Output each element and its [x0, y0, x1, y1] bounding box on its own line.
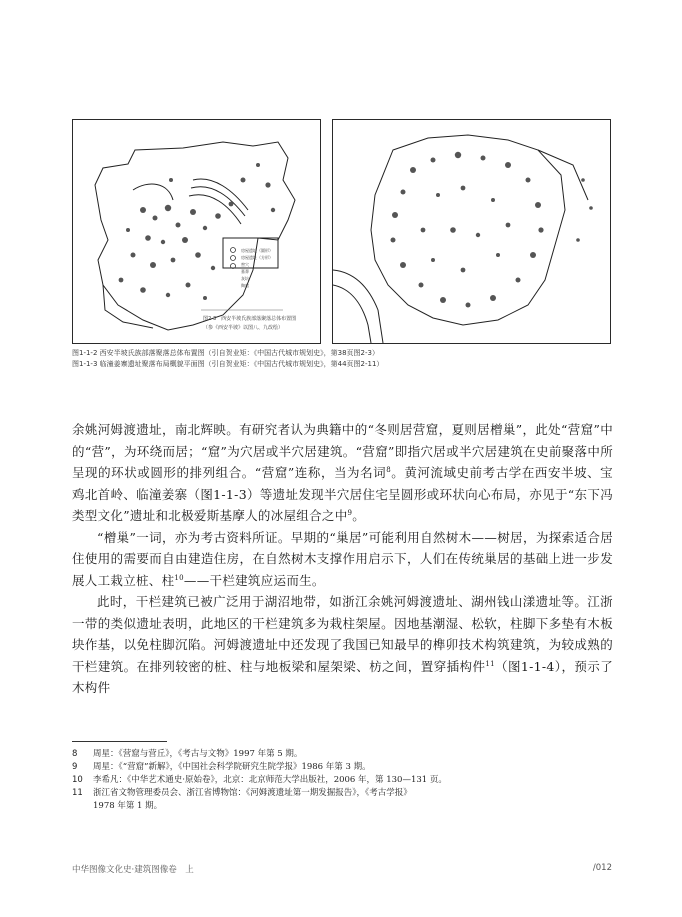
footnote-ref-8[interactable]: 8	[386, 465, 391, 474]
figure-banpo-site-plan	[72, 119, 321, 344]
footnote-number: 10	[72, 775, 83, 785]
footnote-10	[72, 774, 612, 787]
legend-entry: 房屋遗址（圆形）	[241, 248, 273, 253]
paragraph-1	[72, 419, 613, 527]
paragraph-3	[72, 591, 613, 699]
figure-jiangzhai-site-plan	[332, 119, 611, 344]
footnote-text: 周星：《“营窟”新解》，《中国社会科学院研究生院学报》1986 年第 3 期。	[93, 762, 371, 772]
footnote-number: 9	[72, 762, 78, 772]
legend-entry: 陶窑	[241, 283, 249, 288]
page-number: /012	[592, 863, 612, 873]
paragraph-3-part-a: 此时，干栏建筑已被广泛用于湖沼地带，如浙江余姚河姆渡遗址、湖州钱山漾遗址等。江浙一带的类似遗址表明，此地区的干栏建筑多为栽柱架屋。因地基潮湿、松软，柱脚下多垫有木板块作基，以免柱脚沉陷。河姆渡遗址中还发现了我国已知最早的榫卯技术构筑建筑，为较成熟的干栏建筑。在排列较密的桩、柱与地板梁和屋架梁、枋之间，置穿插构件	[72, 594, 613, 674]
legend-entry: 窖穴	[241, 262, 249, 267]
legend-entry: 墓葬	[241, 269, 249, 274]
footnote-9	[72, 761, 612, 774]
paragraph-1-part-c: 。	[352, 508, 366, 523]
footnote-text: 李希凡：《中华艺术通史·原始卷》，北京：北京师范大学出版社，2006 年，第 130—131 页。	[93, 775, 447, 785]
paragraph-1-part-a: 余姚河姆渡遗址，南北辉映。有研究者认为典籍中的“冬则居营窟，夏则居橧巢”，此处“营窟”中的“营”，为环绕而居；“窟”为穴居或半穴居建筑。“营窟”即指穴居或半穴居建筑在史前聚落中所呈现的环状或圆形的排列组合。“营窟”连称，当为名词	[72, 422, 613, 480]
footnote-text: 浙江省文物管理委员会、浙江省博物馆：《河姆渡遗址第一期发掘报告》，《考古学报》	[93, 788, 412, 798]
paragraph-2	[72, 527, 613, 592]
jiangzhai-plan-drawing	[333, 120, 610, 343]
footnote-number: 8	[72, 749, 78, 759]
footnote-8	[72, 748, 612, 761]
paragraph-3-part-b: （图1-1-4），预示了木构件	[72, 658, 614, 695]
body-text	[72, 419, 613, 699]
paragraph-2-part-b: ——干栏建筑应运而生。	[183, 572, 325, 588]
footnote-ref-9[interactable]: 9	[347, 508, 353, 517]
footnote-number: 11	[72, 788, 83, 798]
legend-entry: 灰坑	[241, 276, 249, 281]
book-title: 中华图像文化史·建筑图像卷 上	[72, 865, 194, 875]
inner-caption-line-1: 图2-3 西安半坡氏族部落聚落总体布置图	[203, 316, 297, 322]
paragraph-2-part-a: “橧巢”一词，亦为考古资料所证。早期的“巢居”可能利用自然树木——树居，为探索适合居住使用的需要而自由建造住房，在自然树木支撑作用启示下，人们在传统巢居的基础上进一步发展人工栽立桩、柱	[72, 529, 613, 588]
caption-figure-1-1-3: 图1-1-3 临潼姜寨遗址聚落布局概貌平面图（引自贺业矩：《中国古代城市规划史》，第44页图2-11）	[72, 360, 384, 368]
inner-caption-line-2: （参《西安半坡》以图八、九改绘）	[203, 325, 284, 331]
footnote-text: 周星：《营窟与营丘》，《考古与文物》1997 年第 5 期。	[93, 749, 303, 759]
paragraph-1-part-b: 。黄河流域史前考古学在西安半坡、宝鸡北首岭、临潼姜寨（图1-1-3）等遗址发现半穴居住宅呈圆形或环状向心布局，亦见于“东下冯类型文化”遗址和北极爱斯基摩人的冰屋组合之中	[72, 465, 613, 523]
footnotes	[72, 748, 612, 813]
footnote-ref-10[interactable]: 10	[174, 573, 184, 582]
footnote-divider	[72, 741, 167, 742]
legend-entry: 房屋遗址（方形）	[241, 255, 273, 260]
caption-figure-1-1-2: 图1-1-2 西安半坡氏族部落聚落总体布置图（引自贺业矩：《中国古代城市规划史》，第38页图2-3）	[72, 349, 379, 357]
banpo-plan-drawing	[73, 120, 320, 343]
footnote-11-continuation: 1978 年第 1 期。	[93, 801, 163, 811]
figure-captions	[72, 348, 612, 370]
footnote-11	[72, 787, 612, 800]
footnote-ref-11[interactable]: 11	[485, 659, 495, 668]
